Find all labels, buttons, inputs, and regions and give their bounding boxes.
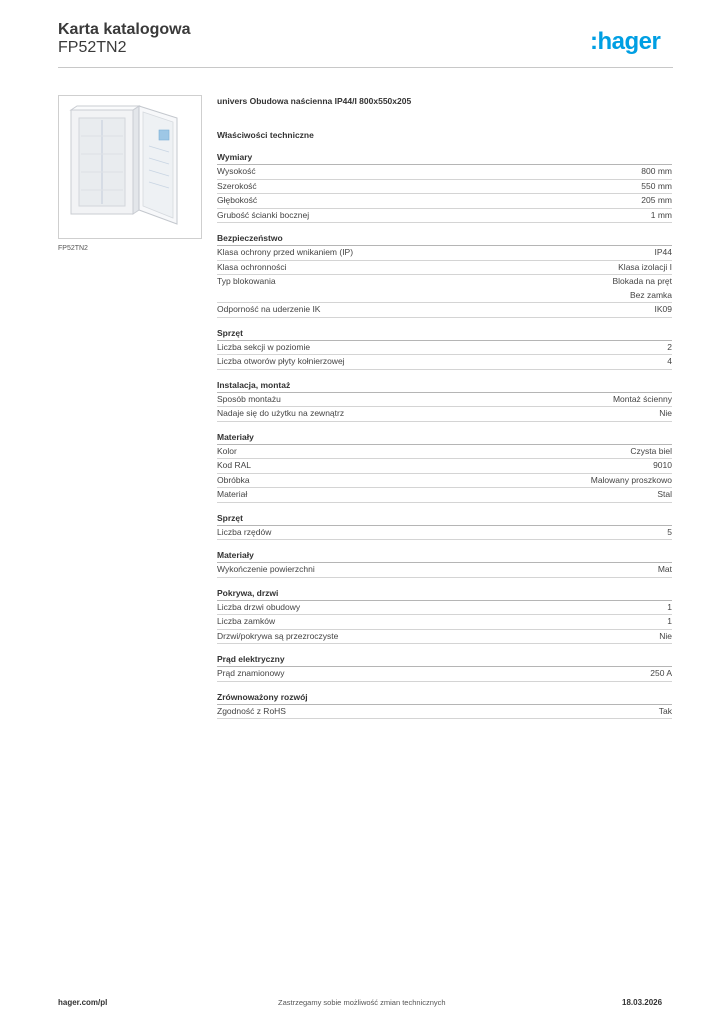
logo-text: :hager: [590, 28, 661, 55]
property-value: [667, 615, 672, 629]
property-label: Wysokość: [217, 166, 256, 176]
property-section: [217, 233, 672, 318]
property-row: [217, 459, 672, 474]
product-image: [58, 95, 202, 239]
property-value: [655, 246, 673, 260]
document-title: Karta katalogowa: [58, 21, 191, 38]
property-section: [217, 513, 672, 541]
property-row: [217, 526, 672, 541]
property-value: [630, 445, 672, 459]
property-value: [659, 630, 672, 644]
property-row: [217, 667, 672, 682]
product-details: [217, 96, 672, 719]
property-value-line: Tak: [658, 705, 672, 716]
property-value-line: 205 mm: [641, 195, 672, 205]
property-value-line: Stal: [657, 489, 672, 499]
property-row: [217, 209, 672, 224]
property-value-line: 550 mm: [641, 180, 672, 191]
property-row: [217, 194, 672, 209]
property-value: [657, 488, 672, 502]
property-value: [613, 393, 672, 407]
property-label: Prąd znamionowy: [217, 668, 285, 678]
property-label: Typ blokowania: [217, 276, 276, 286]
property-row: [217, 474, 672, 489]
property-sections: [217, 152, 672, 719]
property-label: Szerokość: [217, 180, 257, 191]
property-label: Liczba drzwi obudowy: [217, 601, 301, 612]
property-section: [217, 432, 672, 503]
property-row: [217, 180, 672, 195]
property-section: [217, 550, 672, 578]
property-label: Odporność na uderzenie IK: [217, 304, 321, 314]
property-section: [217, 588, 672, 645]
property-value: [667, 601, 672, 615]
property-value-line: IK09: [654, 304, 672, 314]
footer-date: 18.03.2026: [622, 998, 663, 1007]
property-row: [217, 341, 672, 356]
property-row: [217, 407, 672, 422]
property-value: [641, 180, 672, 194]
section-heading: Wymiary: [217, 152, 672, 165]
property-value-line: Klasa izolacji I: [618, 261, 672, 272]
section-heading: Pokrywa, drzwi: [217, 588, 672, 601]
footer-website-link[interactable]: hager.com/pl: [58, 998, 108, 1007]
property-value-line: 5: [667, 526, 672, 537]
property-value: [667, 526, 672, 540]
property-value-line: Nie: [659, 408, 672, 418]
property-row: [217, 275, 672, 303]
property-row: [217, 355, 672, 370]
property-row: [217, 615, 672, 630]
property-value: [655, 303, 673, 317]
section-heading: Prąd elektryczny: [217, 654, 672, 667]
section-heading: Zrównoważony rozwój: [217, 692, 672, 705]
property-value: [667, 355, 672, 369]
property-label: Liczba rzędów: [217, 526, 272, 537]
property-value: [658, 563, 672, 577]
header-divider: [58, 67, 673, 68]
property-label: Liczba otworów płyty kołnierzowej: [217, 356, 345, 366]
property-value-line: Mat: [657, 564, 672, 574]
property-label: Materiał: [217, 489, 248, 499]
property-row: [217, 303, 672, 318]
property-row: [217, 246, 672, 261]
property-value: [591, 474, 672, 488]
section-heading: Bezpieczeństwo: [217, 233, 672, 246]
property-value-line: 4: [667, 356, 672, 366]
property-value-line: IP44: [654, 247, 672, 257]
section-heading: Sprzęt: [217, 328, 672, 341]
product-title: univers Obudowa naścienna IP44/I 800x550x205: [217, 96, 412, 106]
section-heading: Sprzęt: [217, 513, 672, 526]
property-value-line: Malowany proszkowo: [590, 474, 672, 485]
property-value: [641, 194, 672, 208]
property-row: [217, 630, 672, 645]
property-value-line: Nie: [659, 630, 672, 641]
property-label: Liczba zamków: [217, 616, 276, 626]
property-value: [667, 341, 672, 355]
image-caption: FP52TN2: [58, 245, 88, 252]
property-value-line: 1: [667, 601, 672, 612]
property-value: [641, 165, 672, 179]
property-value: [659, 705, 672, 719]
property-value-line: 1 mm: [650, 209, 672, 220]
property-label: Grubość ścianki bocznej: [217, 209, 310, 220]
property-label: Sposób montażu: [217, 393, 281, 404]
property-row: [217, 488, 672, 503]
property-value: [618, 261, 672, 275]
property-label: Kod RAL: [217, 460, 252, 470]
property-value: [650, 667, 672, 681]
property-label: Wykończenie powierzchni: [217, 564, 315, 574]
property-section: [217, 328, 672, 370]
property-value-line: 2: [667, 341, 672, 352]
property-value-line: 800 mm: [641, 166, 672, 176]
property-value-line: Montaż ścienny: [612, 393, 672, 404]
property-row: [217, 705, 672, 720]
property-value-line: 9010: [653, 460, 672, 470]
property-row: [217, 165, 672, 180]
property-value: [651, 209, 672, 223]
property-value-line: Blokada na pręt: [612, 276, 672, 286]
property-row: [217, 445, 672, 460]
property-label: Kolor: [217, 445, 237, 456]
property-label: Drzwi/pokrywa są przezroczyste: [217, 630, 339, 641]
section-heading: Materiały: [217, 432, 672, 445]
property-value-line: 1: [667, 616, 672, 626]
property-section: [217, 654, 672, 682]
property-label: Głębokość: [217, 195, 258, 205]
property-value-line: Bez zamka: [629, 289, 672, 300]
property-row: [217, 261, 672, 276]
enclosure-illustration: [59, 96, 201, 238]
property-row: [217, 393, 672, 408]
property-label: Nadaje się do użytku na zewnątrz: [217, 408, 345, 418]
property-label: Klasa ochrony przed wnikaniem (IP): [217, 247, 354, 257]
property-section: [217, 152, 672, 223]
property-row: [217, 601, 672, 616]
property-row: [217, 563, 672, 578]
hager-logo[interactable]: [590, 28, 660, 56]
footer-disclaimer: Zastrzegamy sobie możliwość zmian technicznych: [278, 998, 446, 1007]
properties-title: Właściwości techniczne: [217, 130, 314, 140]
property-value-line: 250 A: [650, 668, 672, 678]
property-value: [653, 459, 672, 473]
property-label: Zgodność z RoHS: [217, 705, 286, 716]
section-heading: Materiały: [217, 550, 672, 563]
property-value-line: Czysta biel: [630, 445, 672, 456]
product-code: FP52TN2: [58, 39, 127, 56]
section-heading: Instalacja, montaż: [217, 380, 672, 393]
property-section: [217, 380, 672, 422]
property-section: [217, 692, 672, 720]
property-label: Liczba sekcji w poziomie: [217, 341, 311, 352]
property-label: Klasa ochronności: [217, 261, 287, 272]
property-value: [659, 407, 672, 421]
property-label: Obróbka: [217, 474, 250, 485]
property-value: [612, 275, 672, 302]
